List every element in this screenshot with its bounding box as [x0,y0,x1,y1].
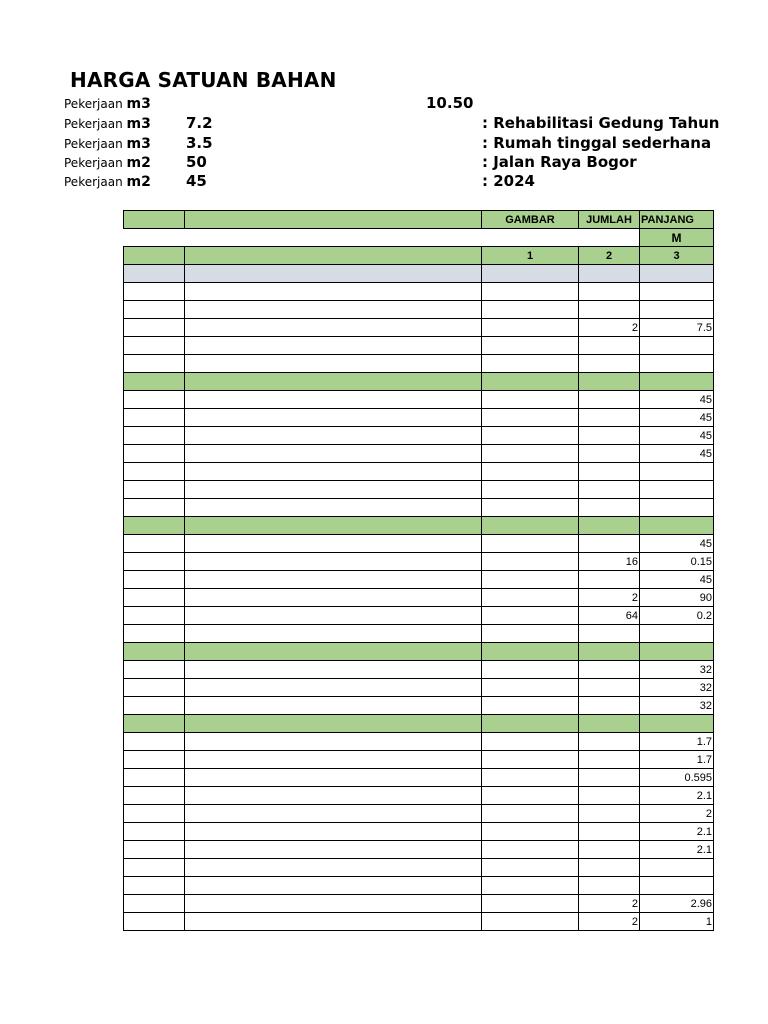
table-cell[interactable] [124,661,185,679]
table-row [124,823,714,841]
table-row [124,355,714,373]
table-cell[interactable] [185,337,482,355]
gambar-cell[interactable] [482,517,579,535]
gambar-cell[interactable] [482,283,579,301]
panjang-cell[interactable] [640,463,714,481]
table-cell[interactable] [124,481,185,499]
panjang-cell[interactable] [640,625,714,643]
table-cell[interactable] [185,877,482,895]
info-detail: : 2024 [482,172,535,190]
table-row [124,877,714,895]
table-cell[interactable] [185,355,482,373]
table-cell[interactable] [185,913,482,931]
info-value: 45 [186,172,207,190]
jumlah-cell[interactable] [579,787,640,805]
table-cell[interactable] [124,787,185,805]
panjang-cell[interactable] [640,643,714,661]
table-cell[interactable] [124,553,185,571]
unit-row [124,229,714,247]
table-row [124,445,714,463]
gambar-cell[interactable] [482,895,579,913]
info-label-text: Pekerjaan [64,175,127,189]
gambar-cell[interactable] [482,877,579,895]
info-label-text: Pekerjaan [64,117,127,131]
table-cell[interactable] [124,409,185,427]
panjang-cell[interactable] [640,877,714,895]
table-cell[interactable] [124,679,185,697]
panjang-cell[interactable] [640,481,714,499]
jumlah-cell[interactable] [579,499,640,517]
panjang-cell[interactable]: 0.595 [640,769,714,787]
number-cell[interactable] [185,247,482,265]
panjang-cell[interactable] [640,499,714,517]
gambar-cell[interactable] [482,751,579,769]
table-cell[interactable] [185,787,482,805]
table-cell[interactable] [185,589,482,607]
gambar-cell[interactable] [482,427,579,445]
table-row [124,553,714,571]
panjang-cell[interactable]: 45 [640,571,714,589]
panjang-cell[interactable]: 2.1 [640,841,714,859]
section-row [124,715,714,733]
table-cell[interactable] [185,517,482,535]
gambar-cell[interactable] [482,553,579,571]
panjang-cell[interactable] [640,355,714,373]
table-cell[interactable] [124,265,185,283]
table-cell[interactable] [185,769,482,787]
info-total: 10.50 [426,94,474,112]
info-label-text: Pekerjaan [64,156,127,170]
jumlah-cell[interactable] [579,301,640,319]
panjang-cell[interactable]: 32 [640,679,714,697]
info-label [64,155,151,171]
header-panjang[interactable]: PANJANG [640,211,714,229]
number-cell[interactable]: 1 [482,247,579,265]
table-cell[interactable] [124,643,185,661]
info-value: 7.2 [186,114,213,132]
table-row [124,391,714,409]
table-cell[interactable] [124,427,185,445]
panjang-cell[interactable]: 45 [640,535,714,553]
table-cell[interactable] [185,661,482,679]
panjang-cell[interactable]: 0.2 [640,607,714,625]
gambar-cell[interactable] [482,769,579,787]
empty-cell[interactable] [579,229,640,247]
table-cell[interactable] [124,517,185,535]
jumlah-cell[interactable] [579,409,640,427]
table-cell[interactable] [185,751,482,769]
panjang-cell[interactable]: 1.7 [640,751,714,769]
table-cell[interactable] [185,373,482,391]
table-cell[interactable] [124,715,185,733]
panjang-cell[interactable]: 1 [640,913,714,931]
number-cell[interactable]: 3 [640,247,714,265]
table-cell[interactable] [124,895,185,913]
page-title: HARGA SATUAN BAHAN [70,68,337,92]
jumlah-cell[interactable] [579,805,640,823]
jumlah-cell[interactable] [579,823,640,841]
table-cell[interactable] [124,373,185,391]
empty-cell[interactable] [482,229,579,247]
gambar-cell[interactable] [482,787,579,805]
section-row [124,643,714,661]
table-cell[interactable] [185,679,482,697]
table-cell[interactable] [185,895,482,913]
table-cell[interactable] [124,355,185,373]
table-row [124,607,714,625]
table-cell[interactable] [185,445,482,463]
table-cell[interactable] [185,265,482,283]
gambar-cell[interactable] [482,319,579,337]
jumlah-cell[interactable] [579,445,640,463]
header-cell[interactable] [124,211,185,229]
table-row [124,733,714,751]
table-row [124,679,714,697]
table-cell[interactable] [124,751,185,769]
table-cell[interactable] [124,769,185,787]
table-cell[interactable] [124,877,185,895]
table-cell[interactable] [185,823,482,841]
gambar-cell[interactable] [482,355,579,373]
table-cell[interactable] [185,625,482,643]
table-cell[interactable] [185,805,482,823]
panjang-cell[interactable]: 32 [640,661,714,679]
gambar-cell[interactable] [482,805,579,823]
jumlah-cell[interactable] [579,733,640,751]
jumlah-cell[interactable] [579,769,640,787]
gambar-cell[interactable] [482,859,579,877]
info-label [64,136,151,152]
jumlah-cell[interactable] [579,841,640,859]
header-jumlah[interactable]: JUMLAH [579,211,640,229]
info-label [64,174,151,190]
panjang-cell[interactable] [640,283,714,301]
table-cell[interactable] [124,733,185,751]
number-cell[interactable] [124,247,185,265]
gambar-cell[interactable] [482,661,579,679]
panjang-cell[interactable]: 1.7 [640,733,714,751]
jumlah-cell[interactable] [579,643,640,661]
jumlah-cell[interactable] [579,355,640,373]
table-cell[interactable] [124,499,185,517]
panjang-cell[interactable]: 45 [640,409,714,427]
info-value: 3.5 [186,134,213,152]
jumlah-cell[interactable]: 2 [579,589,640,607]
table-header-row [124,211,714,229]
panjang-cell[interactable] [640,859,714,877]
info-row [0,113,768,133]
table-row [124,895,714,913]
number-cell[interactable]: 2 [579,247,640,265]
table-row [124,859,714,877]
jumlah-cell[interactable] [579,481,640,499]
panjang-cell[interactable] [640,301,714,319]
jumlah-cell[interactable]: 16 [579,553,640,571]
table-row [124,571,714,589]
info-unit: m3 [126,136,151,152]
panjang-cell[interactable] [640,337,714,355]
jumlah-cell[interactable] [579,265,640,283]
table-cell[interactable] [185,409,482,427]
gambar-cell[interactable] [482,463,579,481]
gambar-cell[interactable] [482,535,579,553]
jumlah-cell[interactable] [579,427,640,445]
table-cell[interactable] [185,301,482,319]
table-row [124,805,714,823]
table-row [124,535,714,553]
info-detail: : Rumah tinggal sederhana [482,134,712,152]
panjang-cell[interactable] [640,715,714,733]
table-cell[interactable] [185,283,482,301]
table-row [124,625,714,643]
table-cell[interactable] [124,859,185,877]
section-row [124,517,714,535]
table-cell[interactable] [124,571,185,589]
jumlah-cell[interactable] [579,517,640,535]
table-row [124,751,714,769]
table-cell[interactable] [185,499,482,517]
material-price-table [123,210,714,931]
table-row [124,481,714,499]
empty-cell[interactable] [124,229,185,247]
table-cell[interactable] [185,427,482,445]
table-row [124,319,714,337]
table-cell[interactable] [185,733,482,751]
table-cell[interactable] [185,715,482,733]
table-cell[interactable] [124,301,185,319]
panjang-cell[interactable]: 45 [640,391,714,409]
table-cell[interactable] [185,319,482,337]
jumlah-cell[interactable] [579,283,640,301]
gambar-cell[interactable] [482,625,579,643]
jumlah-cell[interactable] [579,859,640,877]
gambar-cell[interactable] [482,715,579,733]
table-row [124,697,714,715]
header-gambar[interactable]: GAMBAR [482,211,579,229]
info-unit: m3 [126,96,151,112]
panjang-cell[interactable]: 2 [640,805,714,823]
gambar-cell[interactable] [482,697,579,715]
table-cell[interactable] [185,607,482,625]
info-label-text: Pekerjaan [64,97,127,111]
table-row [124,661,714,679]
info-row [0,93,768,113]
table-cell[interactable] [124,697,185,715]
table-row [124,841,714,859]
info-label [64,96,151,112]
jumlah-cell[interactable] [579,715,640,733]
table-cell[interactable] [124,391,185,409]
jumlah-cell[interactable] [579,877,640,895]
table-cell[interactable] [124,535,185,553]
info-label [64,116,151,132]
table-cell[interactable] [185,463,482,481]
panjang-cell[interactable]: 90 [640,589,714,607]
jumlah-cell[interactable]: 64 [579,607,640,625]
panjang-cell[interactable] [640,265,714,283]
table-cell[interactable] [185,643,482,661]
table-cell[interactable] [124,607,185,625]
section-row [124,373,714,391]
gambar-cell[interactable] [482,301,579,319]
panjang-cell[interactable]: 45 [640,427,714,445]
jumlah-cell[interactable] [579,661,640,679]
table-cell[interactable] [185,841,482,859]
table-row [124,787,714,805]
gambar-cell[interactable] [482,391,579,409]
section-row [124,265,714,283]
gambar-cell[interactable] [482,445,579,463]
info-unit: m2 [126,155,151,171]
table-cell[interactable] [124,319,185,337]
gambar-cell[interactable] [482,607,579,625]
table-cell[interactable] [185,859,482,877]
jumlah-cell[interactable] [579,751,640,769]
gambar-cell[interactable] [482,265,579,283]
panjang-cell[interactable]: 32 [640,697,714,715]
panjang-cell[interactable]: 7.5 [640,319,714,337]
jumlah-cell[interactable] [579,391,640,409]
gambar-cell[interactable] [482,571,579,589]
column-number-row [124,247,714,265]
table-cell[interactable] [124,805,185,823]
gambar-cell[interactable] [482,373,579,391]
gambar-cell[interactable] [482,499,579,517]
table-row [124,427,714,445]
info-row [0,152,768,172]
gambar-cell[interactable] [482,589,579,607]
table-row [124,913,714,931]
gambar-cell[interactable] [482,913,579,931]
jumlah-cell[interactable] [579,337,640,355]
table-cell[interactable] [185,571,482,589]
table-cell[interactable] [124,463,185,481]
panjang-cell[interactable]: 2.96 [640,895,714,913]
jumlah-cell[interactable] [579,535,640,553]
panjang-cell[interactable]: 0.15 [640,553,714,571]
table-cell[interactable] [185,697,482,715]
info-row [0,171,768,191]
table-row [124,409,714,427]
info-detail: : Rehabilitasi Gedung Tahun [482,114,720,132]
table-cell[interactable] [124,445,185,463]
table-cell[interactable] [185,535,482,553]
jumlah-cell[interactable] [579,679,640,697]
info-unit: m3 [126,116,151,132]
jumlah-cell[interactable] [579,463,640,481]
panjang-cell[interactable] [640,373,714,391]
jumlah-cell[interactable] [579,373,640,391]
jumlah-cell[interactable]: 2 [579,319,640,337]
jumlah-cell[interactable]: 2 [579,895,640,913]
table-row [124,769,714,787]
empty-cell[interactable] [185,229,482,247]
info-value: 50 [186,153,207,171]
info-detail: : Jalan Raya Bogor [482,153,637,171]
gambar-cell[interactable] [482,823,579,841]
table-cell[interactable] [124,913,185,931]
table-cell[interactable] [185,481,482,499]
jumlah-cell[interactable] [579,625,640,643]
gambar-cell[interactable] [482,337,579,355]
table-row [124,499,714,517]
table-cell[interactable] [124,283,185,301]
gambar-cell[interactable] [482,409,579,427]
info-unit: m2 [126,174,151,190]
table-cell[interactable] [124,589,185,607]
info-label-text: Pekerjaan [64,137,127,151]
table-cell[interactable] [185,391,482,409]
table-row [124,283,714,301]
table-row [124,589,714,607]
jumlah-cell[interactable]: 2 [579,913,640,931]
info-row [0,133,768,153]
table-row [124,337,714,355]
gambar-cell[interactable] [482,643,579,661]
gambar-cell[interactable] [482,733,579,751]
unit-m-cell[interactable]: M [640,229,714,247]
table-row [124,301,714,319]
table-cell[interactable] [124,337,185,355]
spreadsheet-grid [123,210,712,931]
table-row [124,463,714,481]
table-cell[interactable] [124,625,185,643]
panjang-cell[interactable]: 2.1 [640,787,714,805]
table-cell[interactable] [185,553,482,571]
panjang-cell[interactable]: 2.1 [640,823,714,841]
panjang-cell[interactable]: 45 [640,445,714,463]
header-cell[interactable] [185,211,482,229]
gambar-cell[interactable] [482,841,579,859]
table-cell[interactable] [124,841,185,859]
table-cell[interactable] [124,823,185,841]
gambar-cell[interactable] [482,679,579,697]
jumlah-cell[interactable] [579,697,640,715]
panjang-cell[interactable] [640,517,714,535]
jumlah-cell[interactable] [579,571,640,589]
gambar-cell[interactable] [482,481,579,499]
